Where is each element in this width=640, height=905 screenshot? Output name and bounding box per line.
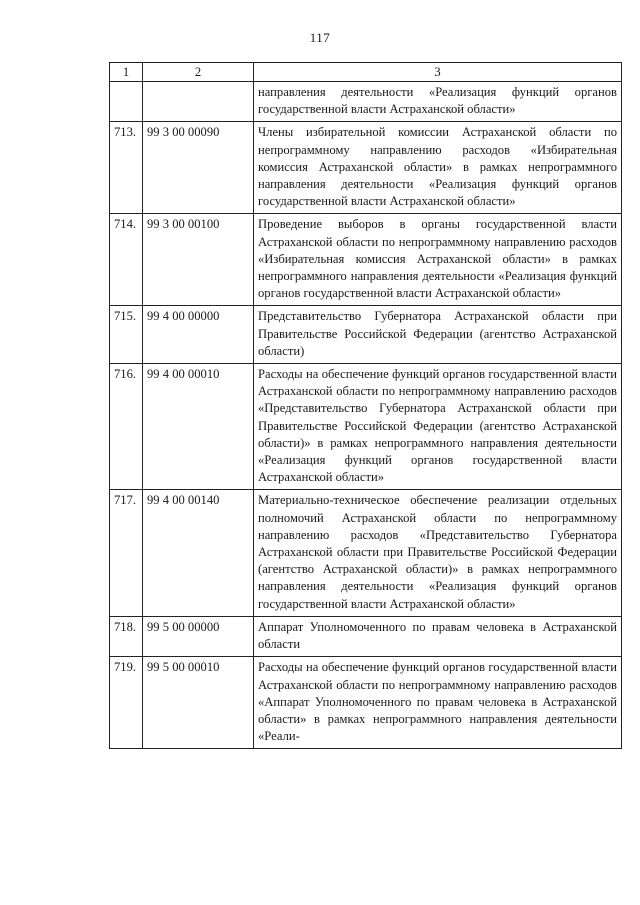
row-number: 713.: [110, 122, 143, 214]
row-description: Материально-техническое обеспечение реализации отдельных полномочий Астраханской области по непрограммному направлению расходов «Представительство Губернатора Астраханской области при Правительстве Российской Федерации (агентство Астраханской области)» в рамках непрограммного направления деятельности «Реализация функций органов государственной власти Астраханской области»: [254, 490, 622, 616]
column-header-number: 1: [110, 63, 143, 82]
row-description: Расходы на обеспечение функций органов государственной власти Астраханской области по непрограммному направлению расходов «Аппарат Уполномоченного по правам человека в Астраханской области» в рамках непрограммного направления деятельности «Реали-: [254, 657, 622, 749]
page-number: 117: [309, 30, 331, 45]
row-number: [110, 82, 143, 122]
row-number: 718.: [110, 616, 143, 656]
column-header-code: 2: [143, 63, 254, 82]
row-number: 715.: [110, 306, 143, 364]
row-code: 99 4 00 00140: [143, 490, 254, 616]
table-row: [110, 214, 622, 306]
row-number: 716.: [110, 364, 143, 490]
row-description: Члены избирательной комиссии Астраханской области по непрограммному направлению расходов «Избирательная комиссия Астраханской области» в рамках непрограммного направления деятельности «Реализация функций органов государственной власти Астраханской области»: [254, 122, 622, 214]
row-description: Представительство Губернатора Астраханской области при Правительстве Российской Федерации (агентство Астраханской области): [254, 306, 622, 364]
row-code: 99 5 00 00000: [143, 616, 254, 656]
row-description: Аппарат Уполномоченного по правам человека в Астраханской области: [254, 616, 622, 656]
row-number: 719.: [110, 657, 143, 749]
table-row: [110, 657, 622, 749]
row-code: [143, 82, 254, 122]
row-description: Расходы на обеспечение функций органов государственной власти Астраханской области по непрограммному направлению расходов «Представительство Губернатора Астраханской области при Правительстве Российской Федерации (агентство Астраханской области)» в рамках непрограммного направления деятельности «Реализация функций органов государственной власти Астраханской области»: [254, 364, 622, 490]
row-code: 99 4 00 00010: [143, 364, 254, 490]
expenditure-table: [109, 62, 622, 749]
table-row: [110, 82, 622, 122]
row-code: 99 3 00 00100: [143, 214, 254, 306]
row-number: 717.: [110, 490, 143, 616]
table-row: [110, 616, 622, 656]
row-code: 99 5 00 00010: [143, 657, 254, 749]
table-row: [110, 364, 622, 490]
table-row: [110, 490, 622, 616]
table-row: [110, 122, 622, 214]
table-row: [110, 306, 622, 364]
row-description: Проведение выборов в органы государственной власти Астраханской области по непрограммному направлению расходов «Избирательная комиссия Астраханской области» в рамках непрограммного направления деятельности «Реализация функций органов государственной власти Астраханской области»: [254, 214, 622, 306]
row-number: 714.: [110, 214, 143, 306]
row-code: 99 3 00 00090: [143, 122, 254, 214]
row-code: 99 4 00 00000: [143, 306, 254, 364]
row-description: направления деятельности «Реализация функций органов государственной власти Астраханской области»: [254, 82, 622, 122]
column-header-description: 3: [254, 63, 622, 82]
table-header-row: [110, 63, 622, 82]
